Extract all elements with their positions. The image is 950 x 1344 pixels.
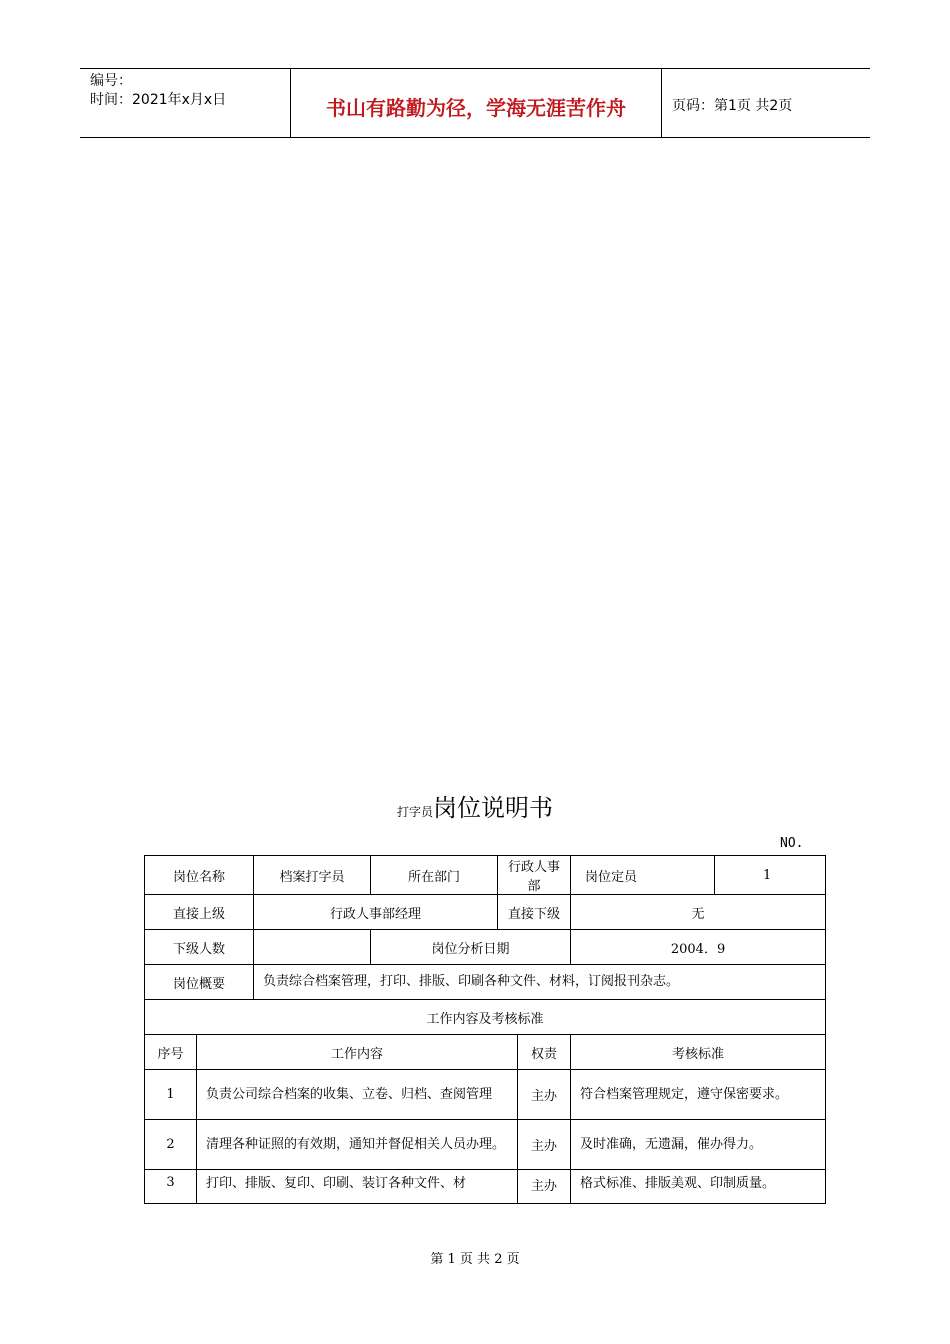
row-standard: 及时准确，无遗漏，催办得力。	[571, 1120, 826, 1170]
cell-label: 岗位概要	[145, 965, 254, 1000]
cell-label: 岗位定员	[571, 856, 715, 895]
cell-label: 岗位分析日期	[371, 930, 571, 965]
col-header: 序号	[145, 1035, 197, 1070]
cell-value: 行政人事部	[498, 856, 571, 895]
row-standard: 格式标准、排版美观、印制质量。	[571, 1170, 826, 1204]
table-section-header	[145, 1000, 826, 1035]
page-info: 页码：第1页 共2页	[672, 98, 793, 114]
col-header: 权责	[518, 1035, 571, 1070]
cell-label: 所在部门	[371, 856, 498, 895]
page-footer: 第 1 页 共 2 页	[430, 1252, 520, 1267]
table-row	[145, 1170, 826, 1204]
cell-value: 1	[715, 856, 826, 895]
document-title	[0, 788, 950, 823]
row-number: 1	[145, 1070, 197, 1120]
row-number: 3	[145, 1170, 197, 1204]
number-label: 编号：	[90, 73, 132, 89]
motto: 书山有路勤为径，学海无涯苦作舟	[290, 69, 662, 137]
cell-value: 行政人事部经理	[254, 895, 498, 930]
row-number: 2	[145, 1120, 197, 1170]
row-content: 清理各种证照的有效期，通知并督促相关人员办理。	[197, 1120, 518, 1170]
row-role: 主办	[518, 1120, 571, 1170]
cell-value	[254, 930, 371, 965]
table-row	[145, 965, 826, 1000]
row-content: 打印、排版、复印、印刷、装订各种文件、材	[197, 1170, 518, 1204]
section-title: 工作内容及考核标准	[145, 1000, 826, 1035]
table-column-header	[145, 1035, 826, 1070]
table-row	[145, 1070, 826, 1120]
cell-label: 下级人数	[145, 930, 254, 965]
title-big: 岗位说明书	[433, 794, 553, 822]
table-row	[145, 1120, 826, 1170]
title-small: 打字员	[396, 805, 433, 819]
cell-value: 无	[571, 895, 826, 930]
table-row	[145, 895, 826, 930]
col-header: 考核标准	[571, 1035, 826, 1070]
cell-value: 2004．9	[571, 930, 826, 965]
cell-label: 岗位名称	[145, 856, 254, 895]
col-header: 工作内容	[197, 1035, 518, 1070]
cell-label: 直接上级	[145, 895, 254, 930]
cell-label: 直接下级	[498, 895, 571, 930]
row-role: 主办	[518, 1170, 571, 1204]
time-label: 时间：2021年x月x日	[90, 92, 227, 108]
page-header	[80, 68, 870, 138]
cell-value: 档案打字员	[254, 856, 371, 895]
row-standard: 符合档案管理规定，遵守保密要求。	[571, 1070, 826, 1120]
table-row	[145, 856, 826, 895]
cell-value: 负责综合档案管理，打印、排版、印刷各种文件、材料，订阅报刊杂志。	[254, 965, 826, 1000]
no-label: NO.	[780, 836, 804, 851]
job-description-table	[144, 855, 826, 1204]
table-row	[145, 930, 826, 965]
row-content: 负责公司综合档案的收集、立卷、归档、查阅管理	[197, 1070, 518, 1120]
row-role: 主办	[518, 1070, 571, 1120]
header-left	[80, 69, 290, 137]
